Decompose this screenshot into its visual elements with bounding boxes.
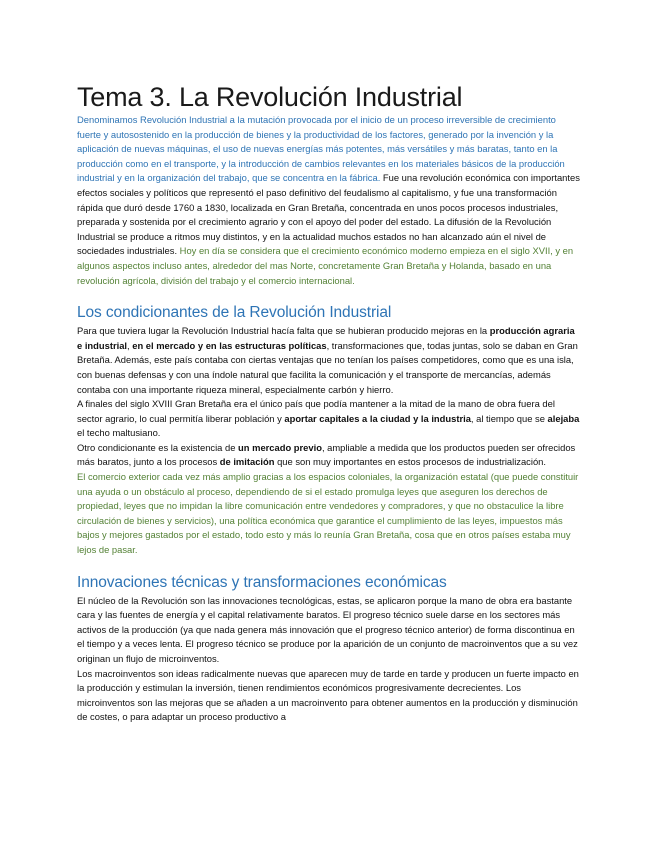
paragraph-green: El comercio exterior cada vez más amplio gracias a los espacios coloniales, la organización estatal (que puede constituir una ayuda o un obstáculo al proceso, dependiendo de si el estado promulga leyes que aseguren los derechos de propiedad, leyes que no impidan la libre comunicación entre vendedores y compradores, y que no obstaculice la libre circulación de bienes y servicios), una política económica que garantice el cumplimiento de las leyes, impuestos más bajos y mejores gastados por el estado, todo esto y más lo reunía Gran Bretaña, cosa que en otros países estaba muy lejos de pasar. — [77, 471, 579, 556]
text-run: , — [127, 339, 133, 351]
intro-note-text: Hoy en día se considera que el crecimiento económico moderno empieza en el siglo XVII, y en algunos aspectos incluso antes, alrededor del mas Norte, concretamente Gran Bretaña y Holanda, basado en una revolución agrícola, división del trabajo y el comercio internacional. — [77, 245, 574, 286]
text-run: Otro condicionante es la existencia de — [77, 441, 239, 453]
bold-text: aportar capitales a la ciudad y la industria — [284, 412, 471, 424]
text-run: , ampliable a medida que los productos pueden ser ofrecidos más baratos, junto a los procesos — [77, 441, 576, 468]
text-run: , al tiempo que se — [470, 412, 548, 424]
text-run: el techo maltusiano. — [77, 427, 161, 439]
text-run: que son muy importantes en estos procesos de industrialización. — [274, 456, 546, 468]
bold-text: de imitación — [219, 456, 275, 468]
bold-text: producción agraria e industrial — [77, 325, 575, 351]
text-run: , transformaciones que, todas juntas, solo se daban en Gran Bretaña. Además, este país contaba con ciertas ventajas que no tenían los países competidores, como que es una isla, con buenas defensas y con una índole natural que facilita la comunicación y el transporte de mercancías, además contaba con una importante riqueza mineral, especialmente carbón y hierro. — [77, 339, 578, 395]
paragraph: Los macroinventos son ideas radicalmente nuevas que aparecen muy de tarde en tarde y producen un fuerte impacto en la producción y estimulan la inversión, tienen rendimientos económicos progresivamente decrecientes. Los microinventos son las mejoras que se añaden a un macroinvento para obtener aumentos en la producción y disminución de costes, o para adaptar un proceso productivo a — [77, 667, 579, 723]
paragraph: El núcleo de la Revolución son las innovaciones tecnológicas, estas, se aplicaron porque la mano de obra era bastante cara y las fuentes de energía y el capital relativamente baratos. El progreso técnico suele darse en los sectores más activos de la producción (ya que nada genera más innovación que el progreso técnico anterior) de forma discontinua en el tiempo y a veces lenta. El progreso técnico se produce por la aparición de un conjunto de macroinventos que a su vez originan un flujo de microinventos. — [77, 594, 578, 664]
page-title: Tema 3. La Revolución Industrial — [77, 82, 463, 112]
paragraph — [77, 441, 581, 470]
bold-text: un mercado previo — [238, 441, 322, 453]
section-heading-innovaciones: Innovaciones técnicas y transformaciones económicas — [77, 573, 447, 591]
text-run: Para que tuviera lugar la Revolución Industrial hacía falta que se hubieran producido mejoras en la — [77, 325, 490, 337]
bold-text: alejaba — [547, 412, 580, 424]
paragraph — [77, 397, 581, 441]
intro-definition-text: Denominamos Revolución Industrial a la mutación provocada por el inicio de un proceso irreversible de crecimiento fuerte y autosostenido en la producción de bienes y la productividad de los factores, generado por la invención y la aplicación de nuevas máquinas, el uso de nuevas energías más potentes, más versátiles y más baratas, tanto en la producción como en el transporte, y la introducción de cambios relevantes en los materiales básicos de la producción industrial y en la organización del trabajo, que se concentra en la fábrica. — [77, 114, 565, 184]
paragraph — [77, 324, 581, 397]
intro-main-text: Fue una revolución económica con importantes efectos sociales y políticos que representó el paso definitivo del feudalismo al capitalismo, y fue una transformación rápida que duró desde 1760 a 1830, localizada en Gran Bretaña, concentrada en unos pocos procesos industriales, preparada y sostenida por el crecimiento agrario y con el apoyo del poder del estado. La difusión de la Revolución Industrial se produce a ritmos muy distintos, y en la actualidad muchos estados no han alcanzado aún el nivel de sociedades industriales. — [77, 172, 580, 257]
text-run: A finales del siglo XVIII Gran Bretaña era el único país que podía mantener a la mitad de la mano de obra fuera del sector agrario, lo cual permitía liberar población y — [77, 398, 555, 424]
document-body — [77, 82, 581, 725]
intro-paragraph — [77, 113, 581, 288]
section-heading-condicionantes: Los condicionantes de la Revolución Industrial — [77, 304, 392, 322]
bold-text: en el mercado y en las estructuras políticas — [132, 339, 327, 351]
